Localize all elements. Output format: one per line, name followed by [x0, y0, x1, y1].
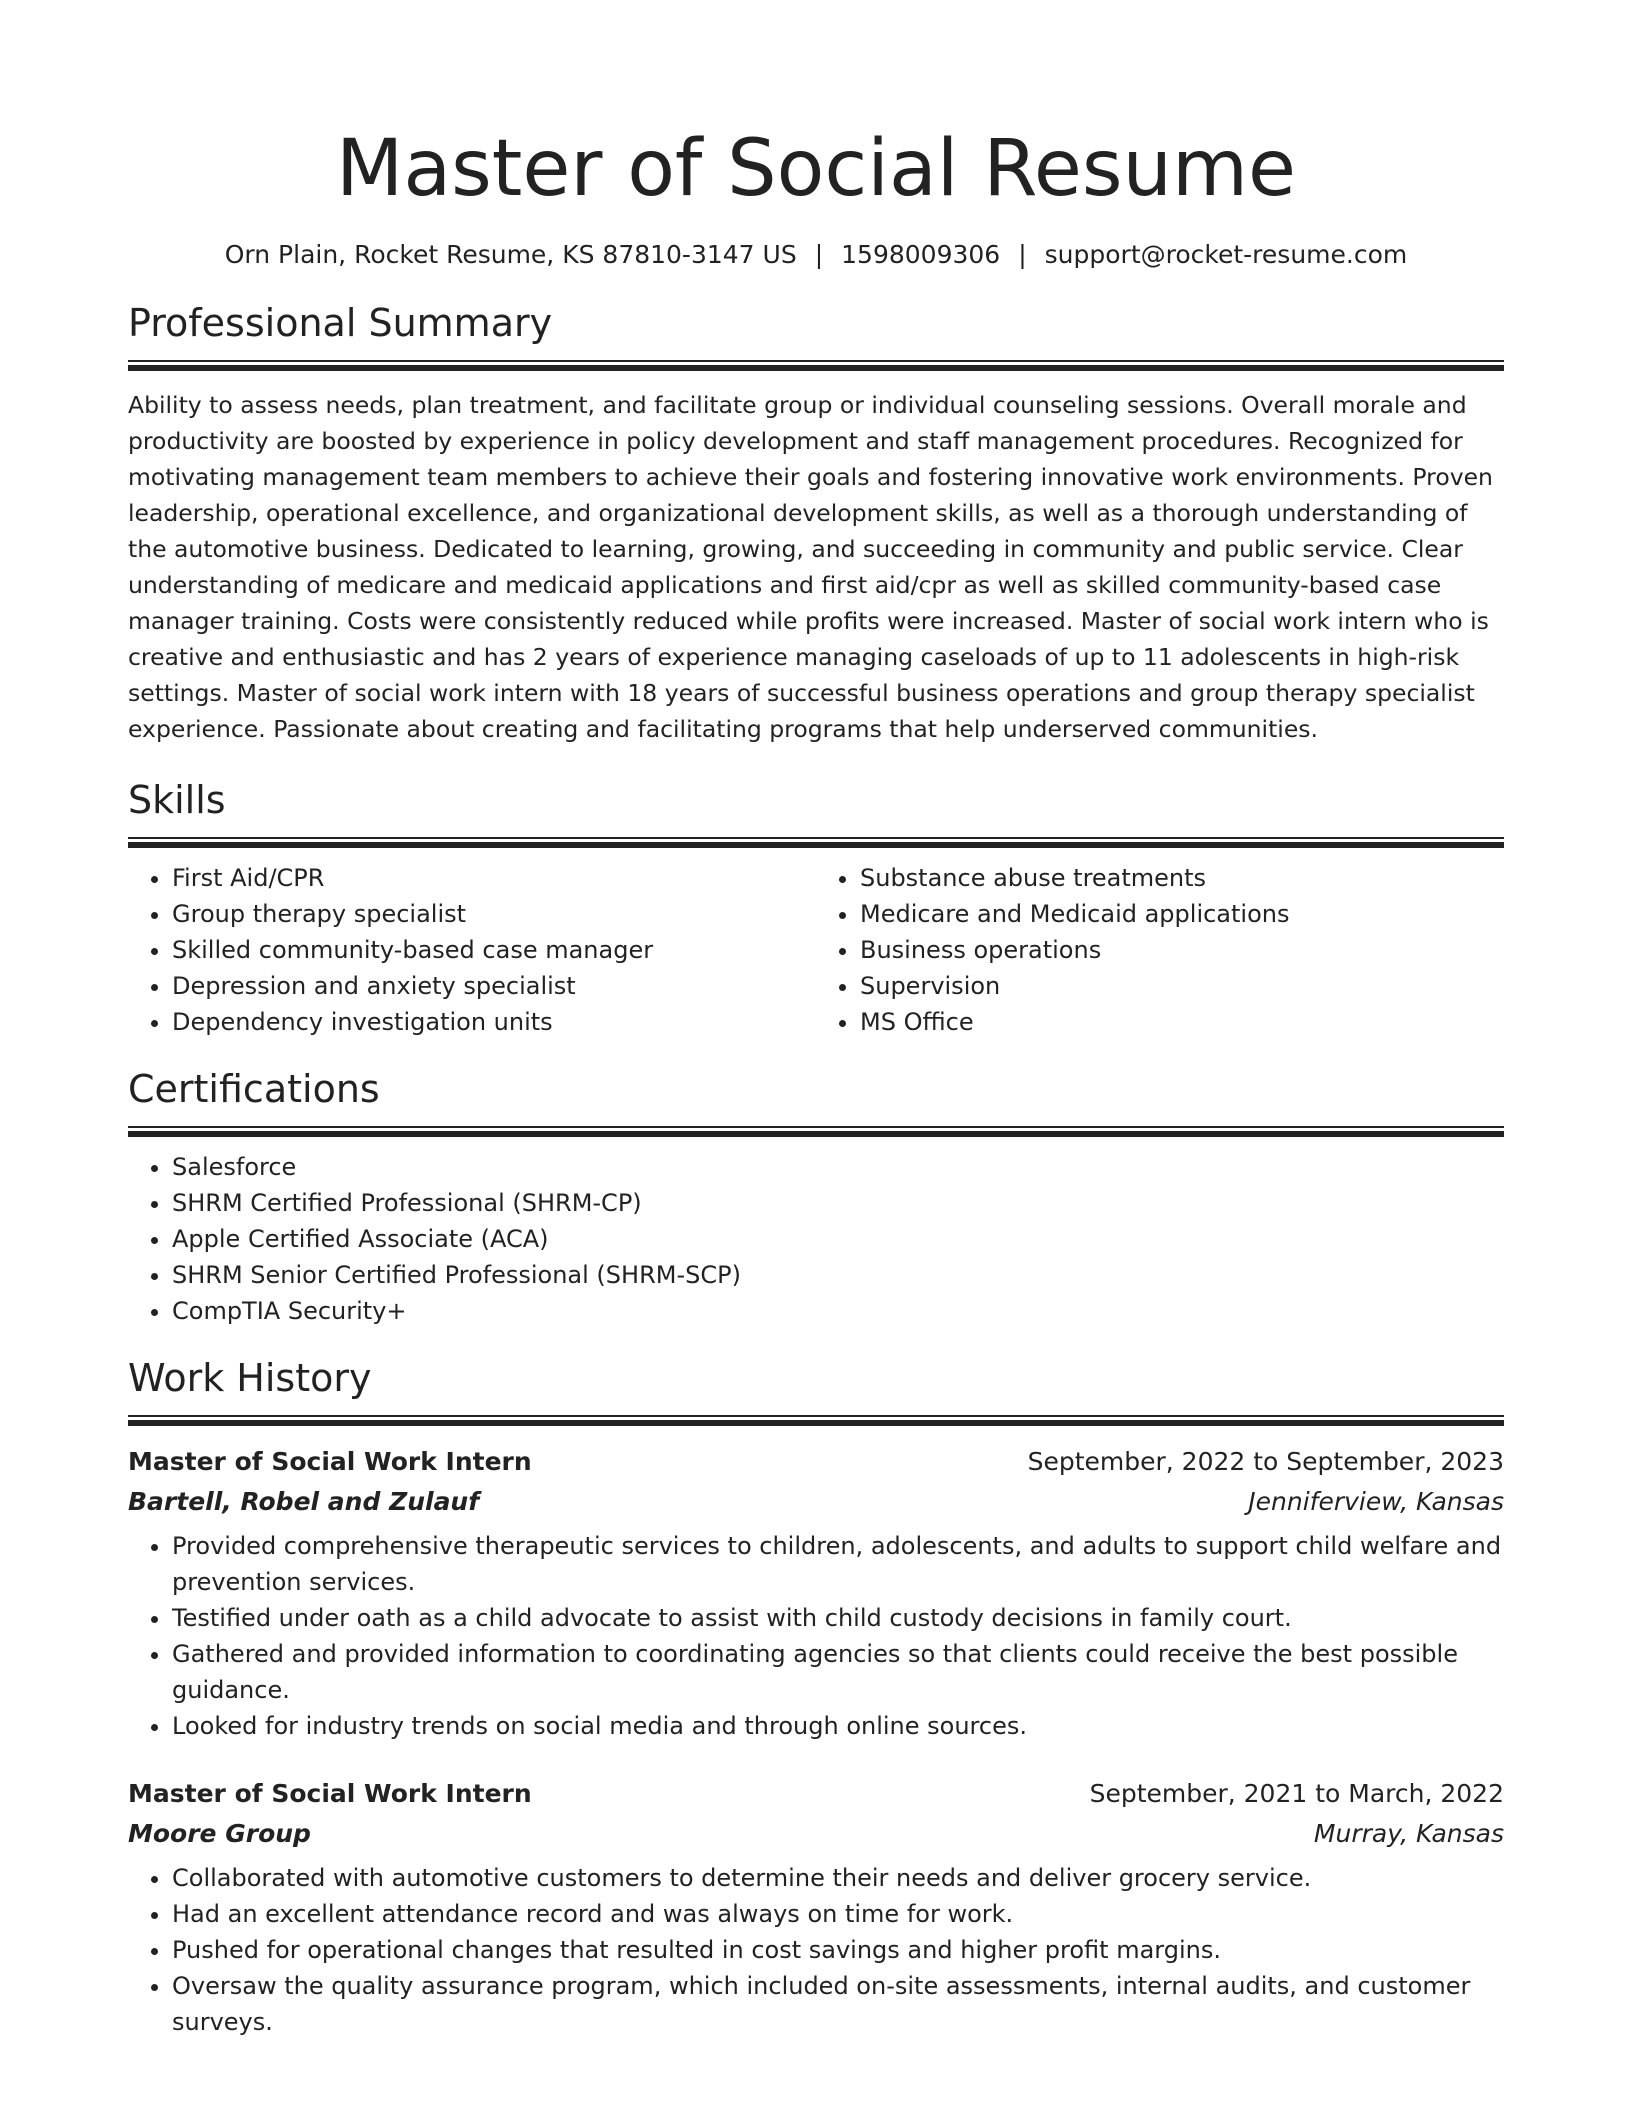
skill-item: • Skilled community-based case manager — [172, 932, 816, 968]
section-title-certifications: Certifications — [128, 1067, 380, 1111]
certifications-list — [128, 1149, 1504, 1329]
certifications-section — [128, 1066, 1504, 1329]
skill-item: • Supervision — [860, 968, 1504, 1004]
summary-section — [128, 300, 1504, 747]
contact-address: Orn Plain, Rocket Resume, KS 87810-3147 US — [224, 240, 797, 269]
contact-separator: | — [814, 240, 824, 269]
work-history-section — [128, 1355, 1504, 2040]
job-bullet: • Oversaw the quality assurance program, which included on-site assessments, internal audits, and customer surveys. — [172, 1968, 1504, 2040]
job-company: Moore Group — [128, 1819, 311, 1848]
skill-item: • Medicare and Medicaid applications — [860, 896, 1504, 932]
resume-page — [128, 0, 1504, 2040]
skills-list-right — [816, 860, 1504, 1040]
job-entry — [128, 1774, 1504, 2040]
certification-item: • Apple Certified Associate (ACA) — [172, 1221, 1504, 1257]
skill-item: • First Aid/CPR — [172, 860, 816, 896]
job-company: Bartell, Robel and Zulauf — [128, 1487, 480, 1516]
skill-item: • Group therapy specialist — [172, 896, 816, 932]
job-bullets — [128, 1528, 1504, 1744]
certification-item: • CompTIA Security+ — [172, 1293, 1504, 1329]
job-bullet: • Testified under oath as a child advocate to assist with child custody decisions in family court. — [172, 1600, 1504, 1636]
summary-text: Ability to assess needs, plan treatment, and facilitate group or individual counseling sessions. Overall morale and productivity are boosted by experience in policy development and staff management procedures. Recognized for motivating management team members to achieve their goals and fostering innovative work environments. Proven leadership, operational excellence, and organizational development skills, as well as a thorough understanding of the automotive business. Dedicated to learning, growing, and succeeding in community and public service. Clear understanding of medicare and medicaid applications and first aid/cpr as well as skilled community-based case manager training. Costs were consistently reduced while profits were increased. Master of social work intern who is creative and enthusiastic and has 2 years of experience managing caseloads of up to 11 adolescents in high-risk settings. Master of social work intern with 18 years of successful business operations and group therapy specialist experience. Passionate about creating and facilitating programs that help underserved communities. — [128, 391, 1493, 743]
contact-line — [128, 238, 1504, 272]
section-title-work-history: Work History — [128, 1356, 372, 1400]
job-bullet: • Looked for industry trends on social media and through online sources. — [172, 1708, 1504, 1744]
job-entry — [128, 1442, 1504, 1744]
section-divider — [128, 1126, 1504, 1137]
job-location: Murray, Kansas — [1313, 1819, 1504, 1848]
skill-item: • Depression and anxiety specialist — [172, 968, 816, 1004]
skills-list-left — [128, 860, 816, 1040]
skill-item: • Substance abuse treatments — [860, 860, 1504, 896]
job-bullets — [128, 1860, 1504, 2040]
job-header — [128, 1442, 1504, 1482]
skill-item: • Dependency investigation units — [172, 1004, 816, 1040]
job-bullet: • Had an excellent attendance record and was always on time for work. — [172, 1896, 1504, 1932]
job-header — [128, 1774, 1504, 1814]
contact-email: support@rocket-resume.com — [1044, 240, 1408, 269]
section-title-summary: Professional Summary — [128, 301, 553, 345]
skills-section — [128, 777, 1504, 1040]
section-divider — [128, 837, 1504, 848]
contact-separator: | — [1018, 240, 1027, 269]
section-title-skills: Skills — [128, 778, 226, 822]
job-subheader — [128, 1814, 1504, 1854]
section-divider — [128, 1415, 1504, 1426]
contact-phone: 1598009306 — [841, 240, 1001, 269]
job-subheader — [128, 1482, 1504, 1522]
job-location: Jenniferview, Kansas — [1248, 1487, 1504, 1516]
job-bullet: • Gathered and provided information to coordinating agencies so that clients could receive the best possible guidance. — [172, 1636, 1504, 1708]
resume-title: Master of Social Resume — [336, 124, 1296, 214]
job-bullet: • Pushed for operational changes that resulted in cost savings and higher profit margins. — [172, 1932, 1504, 1968]
job-title: Master of Social Work Intern — [128, 1447, 532, 1476]
job-dates: September, 2022 to September, 2023 — [1027, 1447, 1504, 1476]
certification-item: • SHRM Senior Certified Professional (SHRM-SCP) — [172, 1257, 1504, 1293]
skills-columns — [128, 860, 1504, 1040]
section-divider — [128, 360, 1504, 371]
job-dates: September, 2021 to March, 2022 — [1089, 1779, 1504, 1808]
certification-item: • SHRM Certified Professional (SHRM-CP) — [172, 1185, 1504, 1221]
job-title: Master of Social Work Intern — [128, 1779, 532, 1808]
skill-item: • MS Office — [860, 1004, 1504, 1040]
certification-item: • Salesforce — [172, 1149, 1504, 1185]
job-bullet: • Provided comprehensive therapeutic services to children, adolescents, and adults to support child welfare and prevention services. — [172, 1528, 1504, 1600]
job-bullet: • Collaborated with automotive customers to determine their needs and deliver grocery service. — [172, 1860, 1504, 1896]
skill-item: • Business operations — [860, 932, 1504, 968]
